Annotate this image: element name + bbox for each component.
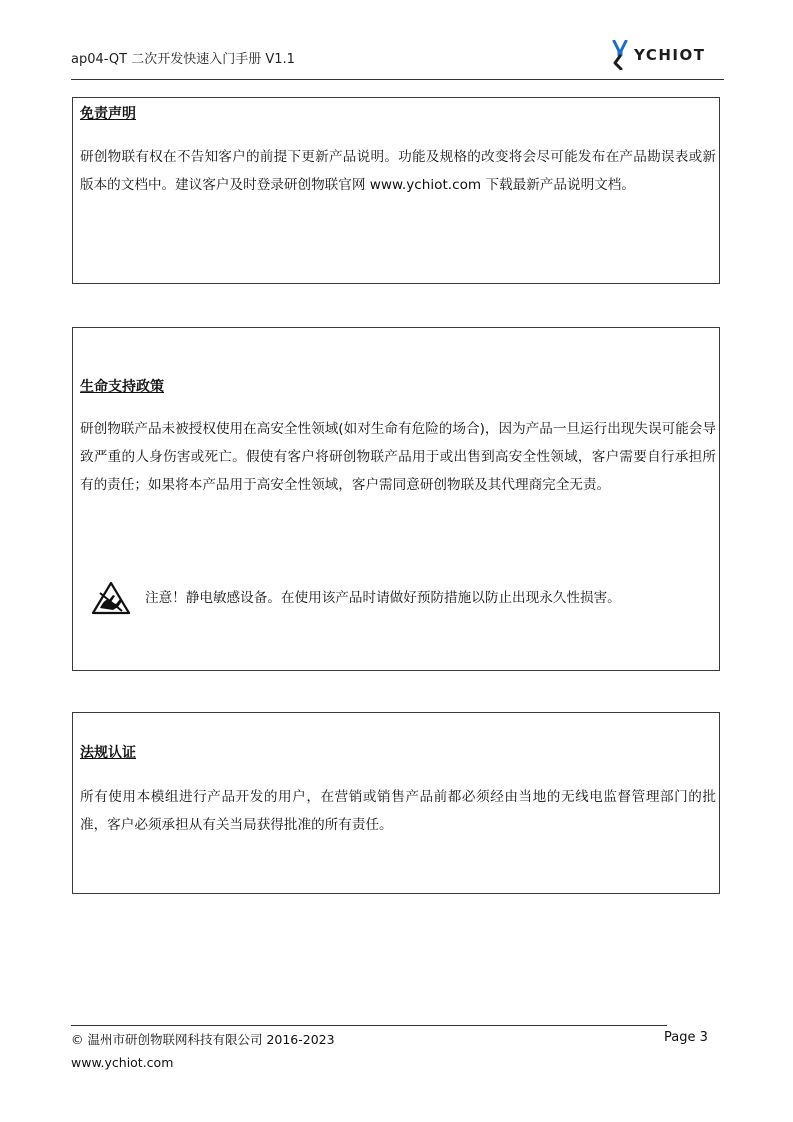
footer-divider (71, 1025, 667, 1026)
esd-notice-text: 注意！静电敏感设备。在使用该产品时请做好预防措施以防止出现永久性损害。 (145, 590, 621, 606)
ychiot-logo-icon (612, 40, 628, 70)
footer-copyright: © 温州市研创物联网科技有限公司 2016-2023 (71, 1032, 335, 1047)
header-divider (71, 79, 724, 80)
regulation-heading: 法规认证 (80, 745, 136, 761)
life-support-heading: 生命支持政策 (80, 379, 164, 395)
disclaimer-text: 研创物联有权在不告知客户的前提下更新产品说明。功能及规格的改变将会尽可能发布在产品勘误表或新版本的文档中。建议客户及时登录研创物联官网 www.ychiot.com 下载最新产品说明文档。 (80, 149, 716, 193)
esd-warning-icon (91, 581, 131, 615)
logo-text: YCHIOT (634, 46, 706, 64)
life-support-box (72, 327, 720, 671)
regulation-box (72, 712, 720, 894)
life-support-text: 研创物联产品未被授权使用在高安全性领域(如对生命有危险的场合)，因为产品一旦运行出现失误可能会导致严重的人身伤害或死亡。假使有客户将研创物联产品用于或出售到高安全性领域，客户需要自行承担所有的责任；如果将本产品用于高安全性领域，客户需同意研创物联及其代理商完全无责。 (80, 421, 716, 493)
regulation-text: 所有使用本模组进行产品开发的用户，在营销或销售产品前都必须经由当地的无线电监督管理部门的批准，客户必须承担从有关当局获得批准的所有责任。 (80, 789, 716, 833)
esd-notice (91, 581, 621, 615)
disclaimer-heading: 免责声明 (80, 106, 136, 122)
document-title: ap04-QT 二次开发快速入门手册 V1.1 (71, 52, 295, 67)
footer-website-link[interactable]: www.ychiot.com (71, 1055, 174, 1070)
company-logo (612, 40, 705, 70)
disclaimer-box (72, 97, 720, 284)
page-number: Page 3 (664, 1030, 708, 1045)
